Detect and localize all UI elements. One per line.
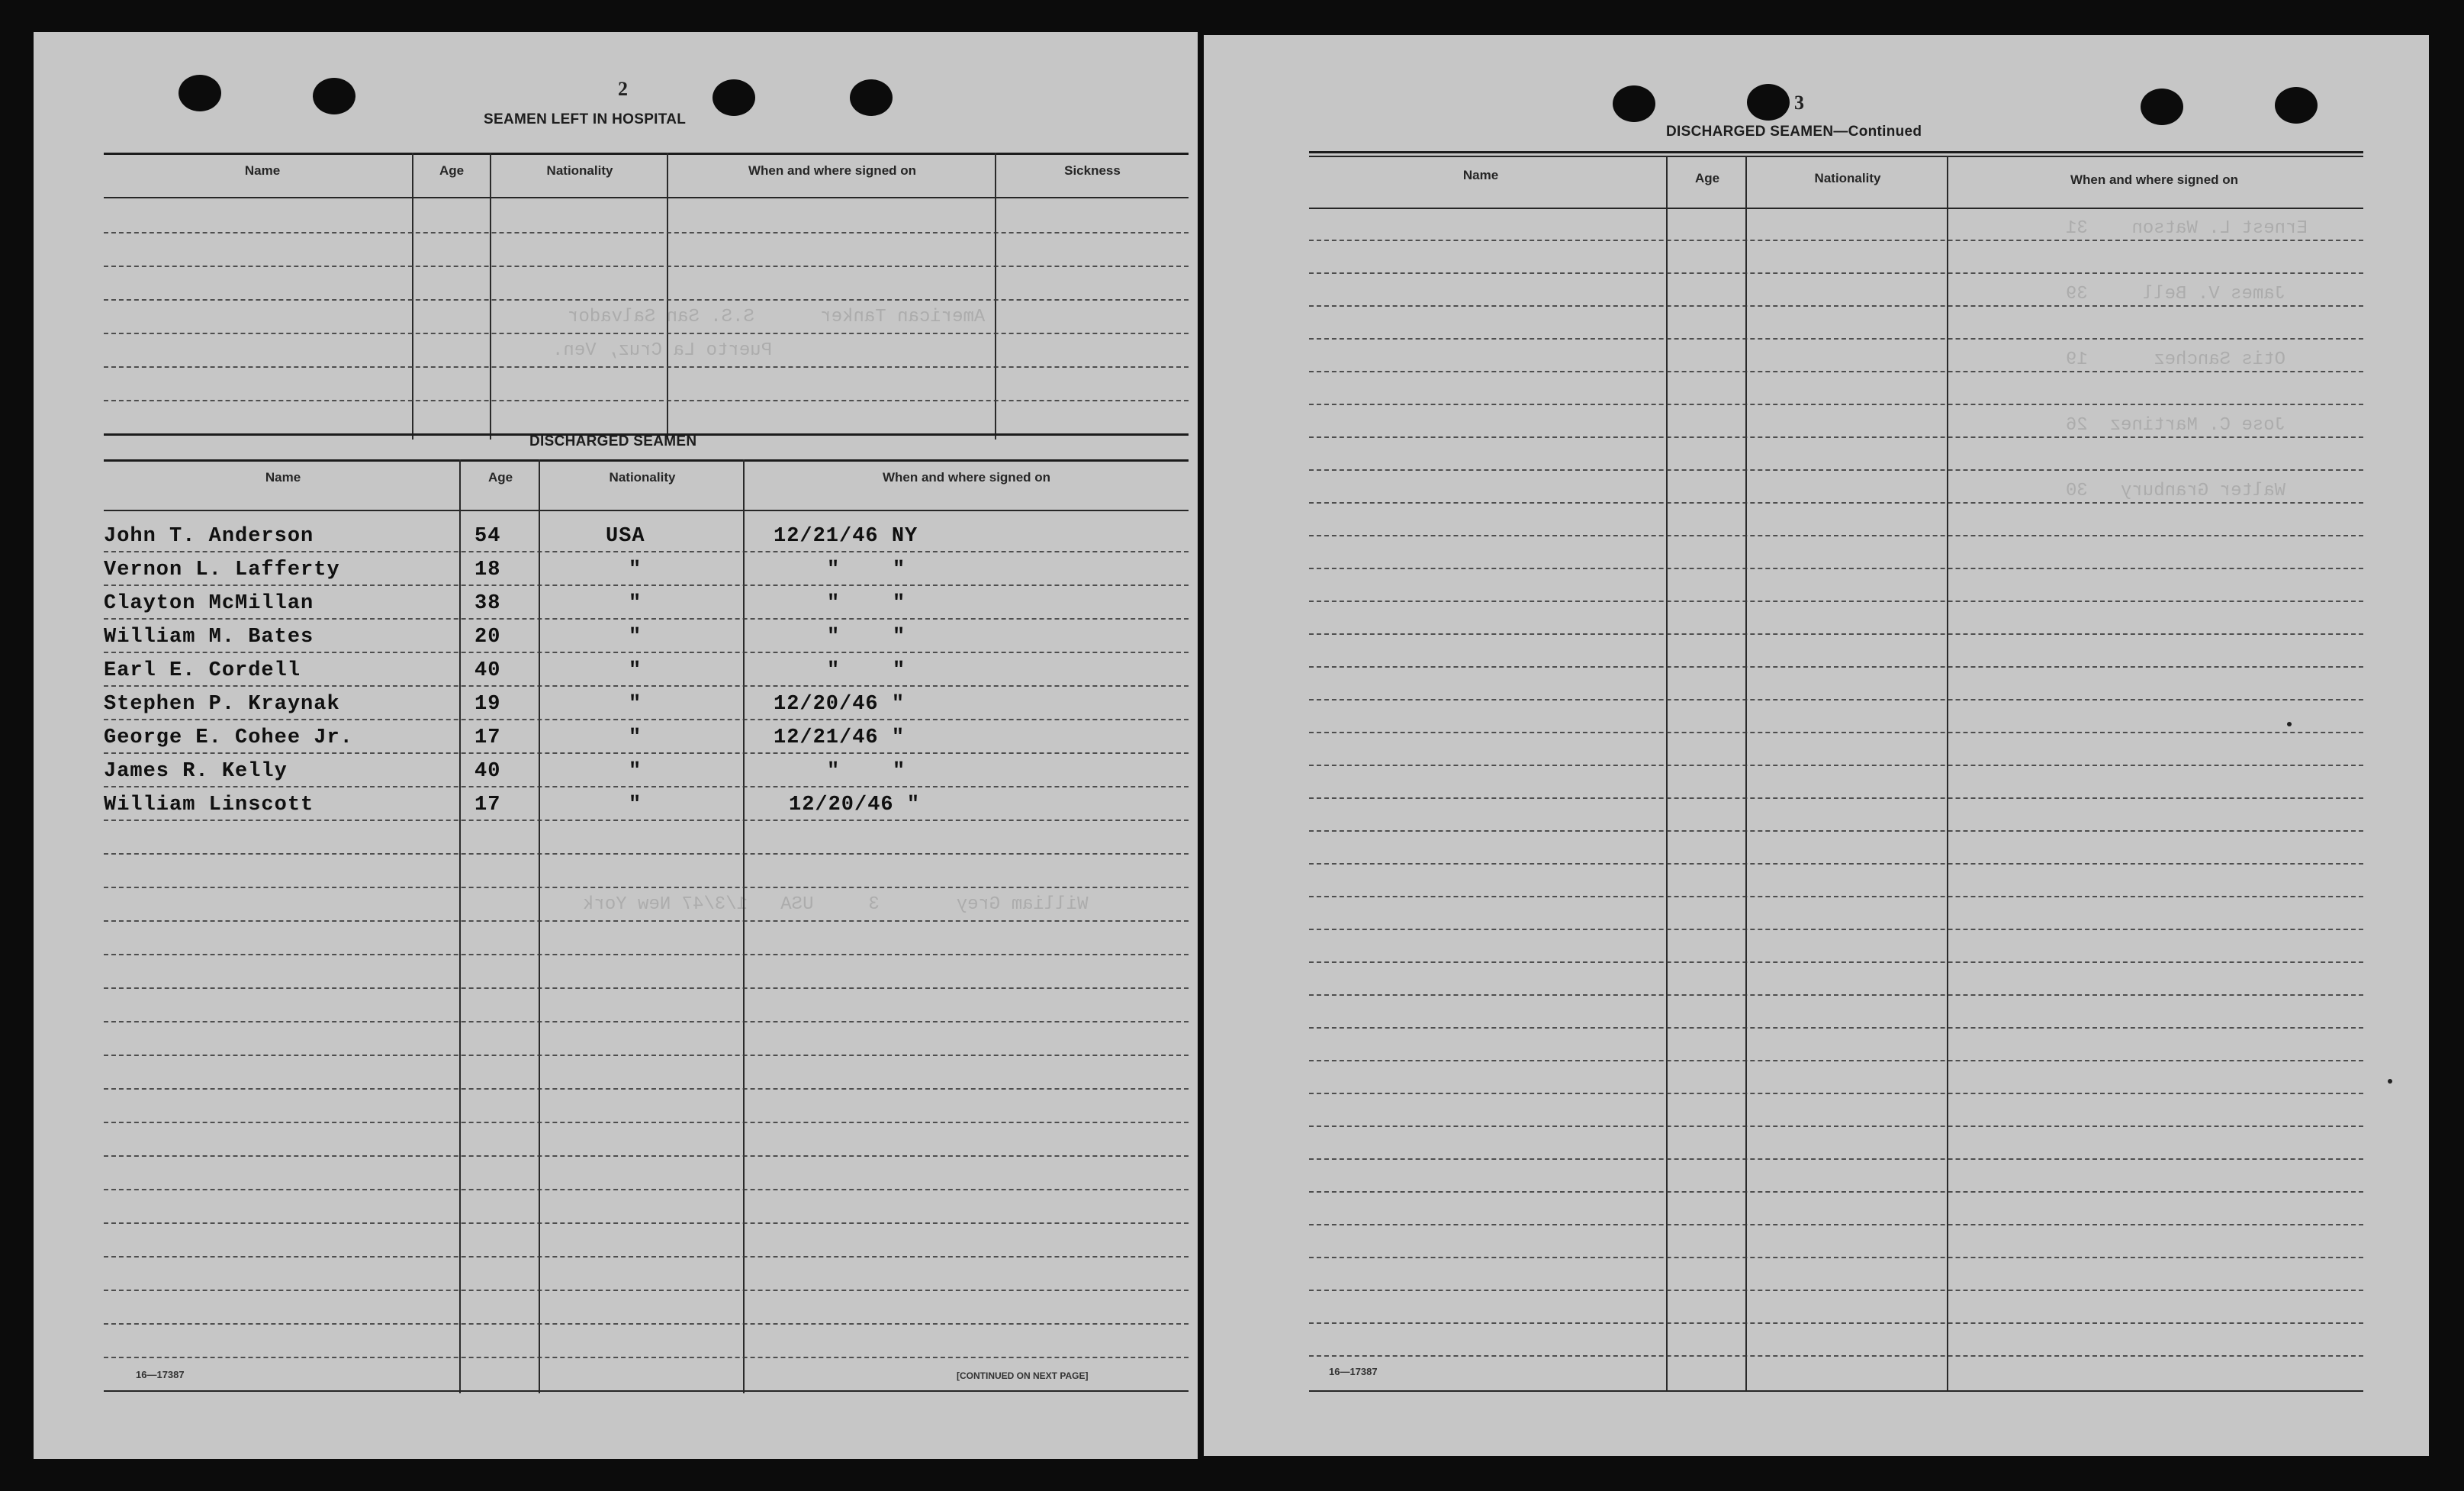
seaman-age: 19 xyxy=(474,693,501,716)
ruled-line xyxy=(1309,240,2363,241)
column-divider xyxy=(412,153,413,440)
ruled-line xyxy=(1309,1322,2363,1324)
seaman-signed-on: 12/20/46 " xyxy=(774,693,906,716)
ruled-line xyxy=(1309,732,2363,733)
column-header-nationality: Nationality xyxy=(1814,171,1881,185)
column-header-name: Name xyxy=(1462,168,1499,182)
ruled-line xyxy=(1309,272,2363,274)
column-header-age: Age xyxy=(439,163,465,178)
column-header-age: Age xyxy=(1694,171,1720,185)
seaman-signed-on: " " xyxy=(827,760,906,783)
table-rule xyxy=(104,459,1189,462)
ruled-line xyxy=(104,1357,1189,1358)
column-divider xyxy=(490,153,491,440)
column-header-signed-on: When and where signed on xyxy=(882,470,1051,485)
ruled-line xyxy=(1309,1060,2363,1061)
ruled-line xyxy=(1309,765,2363,766)
column-divider xyxy=(1745,156,1747,1392)
table-rule xyxy=(1309,151,2363,153)
ruled-line xyxy=(104,786,1189,787)
hospital-section-title: SEAMEN LEFT IN HOSPITAL xyxy=(484,111,687,127)
ruled-line xyxy=(104,853,1189,855)
ruled-line xyxy=(1309,994,2363,996)
seaman-nationality: " xyxy=(629,794,642,816)
seaman-age: 38 xyxy=(474,592,501,615)
page-number: 3 xyxy=(1794,92,1804,114)
seaman-nationality: " xyxy=(629,626,642,649)
ruled-line xyxy=(104,551,1189,552)
punch-hole xyxy=(179,75,221,111)
column-header-age: Age xyxy=(487,470,513,485)
column-header-name: Name xyxy=(265,470,301,485)
ink-speck xyxy=(2287,722,2292,726)
punch-hole xyxy=(850,79,893,116)
seaman-name: Clayton McMillan xyxy=(104,592,314,615)
bleed-through-text: James V. Bell 39 xyxy=(2066,284,2286,304)
seaman-age: 17 xyxy=(474,794,501,816)
ruled-line xyxy=(1309,305,2363,307)
seaman-nationality: " xyxy=(629,592,642,615)
ruled-line xyxy=(1309,502,2363,504)
seaman-signed-on: 12/20/46 " xyxy=(789,794,921,816)
ruled-line xyxy=(104,366,1189,368)
seaman-nationality: " xyxy=(629,659,642,682)
column-divider xyxy=(1947,156,1948,1392)
ruled-line xyxy=(1309,568,2363,569)
ruled-line xyxy=(1309,1191,2363,1193)
seaman-age: 18 xyxy=(474,559,501,581)
seaman-nationality: " xyxy=(629,760,642,783)
ruled-line xyxy=(1309,666,2363,668)
table-rule xyxy=(104,1390,1189,1392)
ruled-line xyxy=(1309,601,2363,602)
seaman-name: John T. Anderson xyxy=(104,525,314,548)
ruled-line xyxy=(1309,1093,2363,1094)
column-divider xyxy=(459,459,461,1393)
table-rule xyxy=(104,153,1189,155)
table-rule xyxy=(1309,1390,2363,1392)
column-divider xyxy=(667,153,668,440)
table-rule xyxy=(1309,156,2363,157)
bleed-through-text: American Tanker S.S. San Salvador xyxy=(568,307,986,327)
seaman-nationality: USA xyxy=(606,525,645,548)
continued-note: [CONTINUED ON NEXT PAGE] xyxy=(957,1370,1089,1381)
ruled-line xyxy=(104,920,1189,922)
ruled-line xyxy=(1309,863,2363,865)
punch-hole xyxy=(2275,87,2318,124)
table-rule xyxy=(104,510,1189,511)
ruled-line xyxy=(1309,371,2363,372)
ruled-line xyxy=(104,1122,1189,1123)
seaman-name: Vernon L. Lafferty xyxy=(104,559,340,581)
column-divider xyxy=(539,459,540,1393)
punch-hole xyxy=(1613,85,1655,122)
ruled-line xyxy=(104,987,1189,989)
ruled-line xyxy=(1309,929,2363,930)
bleed-through-text: Walter Granbury 30 xyxy=(2066,481,2286,501)
ruled-line xyxy=(1309,633,2363,635)
ruled-line xyxy=(1309,1027,2363,1029)
form-number: 16—17387 xyxy=(1329,1366,1378,1377)
bleed-through-text: Puerto La Cruz, Ven. xyxy=(552,340,773,361)
seaman-name: Stephen P. Kraynak xyxy=(104,693,340,716)
seaman-age: 40 xyxy=(474,760,501,783)
ruled-line xyxy=(104,232,1189,233)
ruled-line xyxy=(1309,830,2363,832)
bleed-through-text: Ernest L. Watson 31 xyxy=(2066,218,2308,239)
punch-hole xyxy=(713,79,755,116)
page-number: 2 xyxy=(618,78,628,100)
ruled-line xyxy=(104,333,1189,334)
ruled-line xyxy=(104,618,1189,620)
bleed-through-text: William Grey 3 USA 1/3/47 New York xyxy=(583,894,1089,915)
punch-hole xyxy=(1747,84,1790,121)
ruled-line xyxy=(1309,338,2363,340)
table-rule xyxy=(1309,208,2363,209)
ruled-line xyxy=(1309,961,2363,963)
column-header-sickness: Sickness xyxy=(1064,163,1121,178)
seaman-name: William Linscott xyxy=(104,794,314,816)
seaman-name: Earl E. Cordell xyxy=(104,659,301,682)
column-header-nationality: Nationality xyxy=(546,163,613,178)
seaman-signed-on: 12/21/46 NY xyxy=(774,525,918,548)
bleed-through-text: Jose C. Martinez 26 xyxy=(2066,415,2286,436)
seaman-signed-on: " " xyxy=(827,559,906,581)
column-header-name: Name xyxy=(244,163,281,178)
ruled-line xyxy=(1309,699,2363,700)
seaman-nationality: " xyxy=(629,559,642,581)
seaman-nationality: " xyxy=(629,726,642,749)
ruled-line xyxy=(104,299,1189,301)
ruled-line xyxy=(104,1088,1189,1090)
seaman-name: William M. Bates xyxy=(104,626,314,649)
seaman-signed-on: " " xyxy=(827,592,906,615)
seaman-age: 40 xyxy=(474,659,501,682)
column-divider xyxy=(1666,156,1668,1392)
ruled-line xyxy=(104,1155,1189,1157)
ruled-line xyxy=(104,266,1189,267)
right-page xyxy=(1204,35,2429,1456)
ruled-line xyxy=(104,584,1189,586)
column-header-nationality: Nationality xyxy=(609,470,676,485)
ruled-line xyxy=(1309,1224,2363,1225)
ruled-line xyxy=(104,1290,1189,1291)
ruled-line xyxy=(1309,436,2363,438)
ruled-line xyxy=(104,1256,1189,1258)
column-divider xyxy=(743,459,745,1393)
seaman-signed-on: " " xyxy=(827,659,906,682)
ruled-line xyxy=(1309,535,2363,536)
ruled-line xyxy=(104,752,1189,754)
seaman-age: 17 xyxy=(474,726,501,749)
section-title: DISCHARGED SEAMEN—Continued xyxy=(1666,124,1922,140)
ruled-line xyxy=(104,1189,1189,1190)
bleed-through-text: Otis Sanchez 19 xyxy=(2066,349,2286,370)
ruled-line xyxy=(104,954,1189,955)
ruled-line xyxy=(104,685,1189,687)
table-rule xyxy=(104,197,1189,198)
ruled-line xyxy=(104,1222,1189,1224)
punch-hole xyxy=(2141,89,2183,125)
ruled-line xyxy=(104,1021,1189,1022)
ruled-line xyxy=(1309,896,2363,897)
ink-speck xyxy=(2388,1079,2392,1084)
column-header-signed-on: When and where signed on xyxy=(2070,172,2239,187)
seaman-name: James R. Kelly xyxy=(104,760,288,783)
discharged-section-title: DISCHARGED SEAMEN xyxy=(529,433,697,449)
seaman-signed-on: 12/21/46 " xyxy=(774,726,906,749)
ruled-line xyxy=(1309,797,2363,799)
column-header-signed-on: When and where signed on xyxy=(748,163,917,178)
ruled-line xyxy=(104,1323,1189,1325)
left-page xyxy=(34,32,1198,1459)
ruled-line xyxy=(104,820,1189,821)
ruled-line xyxy=(104,1055,1189,1056)
ruled-line xyxy=(104,719,1189,720)
ruled-line xyxy=(1309,1355,2363,1357)
ruled-line xyxy=(1309,1158,2363,1160)
punch-hole xyxy=(313,78,355,114)
ruled-line xyxy=(1309,1125,2363,1127)
seaman-age: 20 xyxy=(474,626,501,649)
seaman-signed-on: " " xyxy=(827,626,906,649)
form-number: 16—17387 xyxy=(136,1369,185,1380)
ruled-line xyxy=(104,887,1189,888)
ruled-line xyxy=(1309,1290,2363,1291)
ruled-line xyxy=(1309,469,2363,471)
seaman-name: George E. Cohee Jr. xyxy=(104,726,353,749)
ruled-line xyxy=(104,400,1189,401)
column-divider xyxy=(995,153,996,440)
ruled-line xyxy=(1309,1257,2363,1258)
ruled-line xyxy=(1309,404,2363,405)
seaman-nationality: " xyxy=(629,693,642,716)
ruled-line xyxy=(104,652,1189,653)
seaman-age: 54 xyxy=(474,525,501,548)
